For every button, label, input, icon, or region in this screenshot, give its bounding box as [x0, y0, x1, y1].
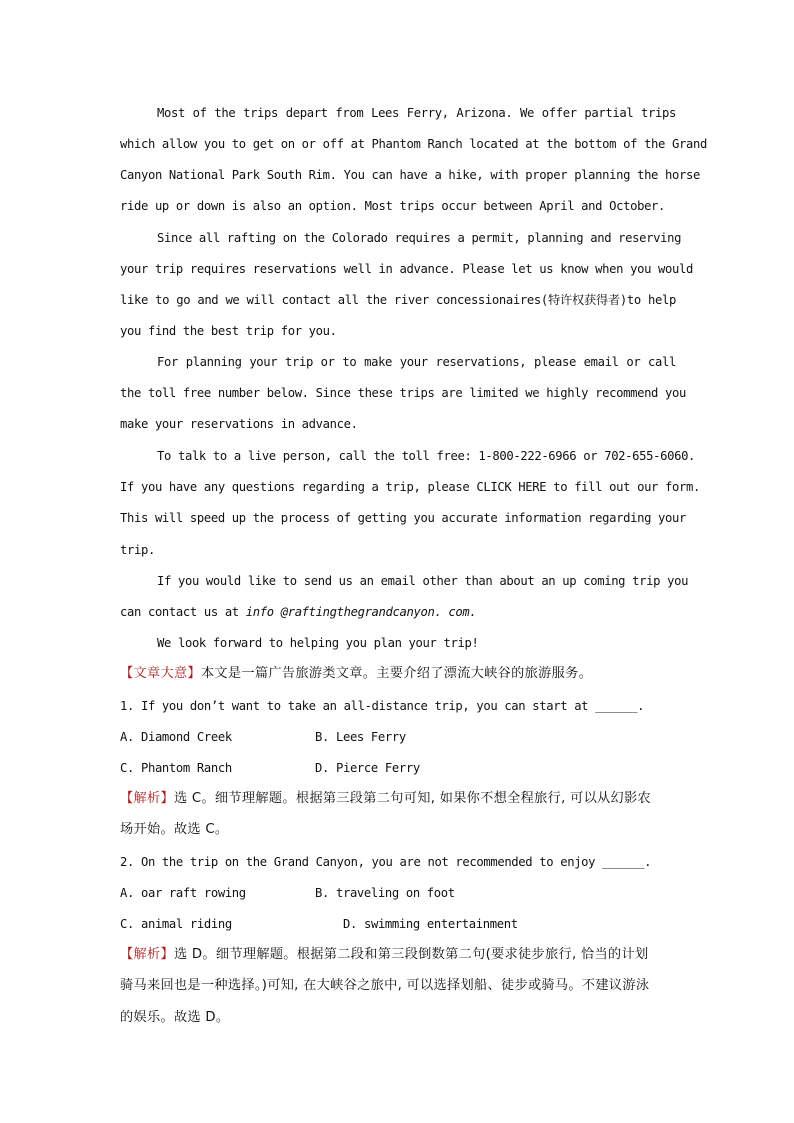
option-c: C. Phantom Ranch	[120, 761, 232, 775]
analysis-text: 选 D。细节理解题。根据第二段和第三段倒数第二句(要求徒步旅行, 恰当的计划	[173, 947, 649, 962]
option-b: B. Lees Ferry	[315, 730, 406, 744]
passage-line: To talk to a live person, call the toll free: 1-800-222-6966 or 702-655-6060.	[157, 449, 696, 463]
passage-text: can contact us at	[120, 605, 246, 619]
passage-line: ride up or down is also an option. Most trips occur between April and October.	[120, 199, 666, 213]
analysis-line: 的娱乐。故选 D。	[120, 1010, 230, 1025]
passage-line: Since all rafting on the Colorado requires a permit, planning and reserving	[157, 231, 682, 245]
analysis-line	[120, 791, 676, 807]
summary-line	[120, 666, 676, 682]
option-d: D. swimming entertainment	[343, 917, 518, 931]
email-address: info @raftingthegrandcanyon. com.	[245, 605, 477, 619]
passage-line: This will speed up the process of getting you accurate information regarding your	[120, 511, 686, 525]
question-stem: 2. On the trip on the Grand Canyon, you are not recommended to enjoy ______.	[120, 855, 652, 869]
passage-line: you find the best trip for you.	[120, 324, 337, 338]
passage-line: your trip requires reservations well in advance. Please let us know when you would	[120, 262, 693, 276]
passage-line: the toll free number below. Since these trips are limited we highly recommend you	[120, 386, 686, 400]
passage-line: If you have any questions regarding a trip, please CLICK HERE to fill out our form.	[120, 480, 700, 494]
passage-line	[120, 604, 676, 620]
passage-line: make your reservations in advance.	[120, 417, 358, 431]
passage-line: For planning your trip or to make your reservations, please email or call	[157, 355, 676, 369]
passage-line: We look forward to helping you plan your trip!	[157, 636, 479, 650]
passage-line: Canyon National Park South Rim. You can have a hike, with proper planning the horse	[120, 168, 700, 182]
option-d: D. Pierce Ferry	[315, 761, 420, 775]
option-b: B. traveling on foot	[315, 886, 455, 900]
option-a: A. Diamond Creek	[120, 730, 232, 744]
passage-line: which allow you to get on or off at Phantom Ranch located at the bottom of the Grand	[120, 137, 707, 151]
summary-text: 本文是一篇广告旅游类文章。主要介绍了漂流大峡谷的旅游服务。	[200, 666, 593, 681]
analysis-text: 选 C。细节理解题。根据第三段第二句可知, 如果你不想全程旅行, 可以从幻影农	[173, 791, 652, 806]
passage-line: trip.	[120, 543, 155, 557]
analysis-line: 骑马来回也是一种选择。)可知, 在大峡谷之旅中, 可以选择划船、徒步或骑马。不建议游泳	[120, 978, 650, 993]
summary-tag: 【文章大意】	[120, 666, 201, 681]
analysis-line: 场开始。故选 C。	[120, 822, 229, 837]
analysis-line	[120, 947, 676, 963]
analysis-tag: 【解析】	[120, 791, 174, 806]
passage-line: like to go and we will contact all the river concessionaires(特许权获得者)to help	[120, 293, 676, 307]
option-a: A. oar raft rowing	[120, 886, 246, 900]
passage-line: If you would like to send us an email other than about an up coming trip you	[157, 574, 689, 588]
analysis-tag: 【解析】	[120, 947, 174, 962]
question-stem: 1. If you don’t want to take an all-distance trip, you can start at ______.	[120, 699, 645, 713]
option-c: C. animal riding	[120, 917, 232, 931]
passage-line: Most of the trips depart from Lees Ferry, Arizona. We offer partial trips	[157, 106, 676, 120]
